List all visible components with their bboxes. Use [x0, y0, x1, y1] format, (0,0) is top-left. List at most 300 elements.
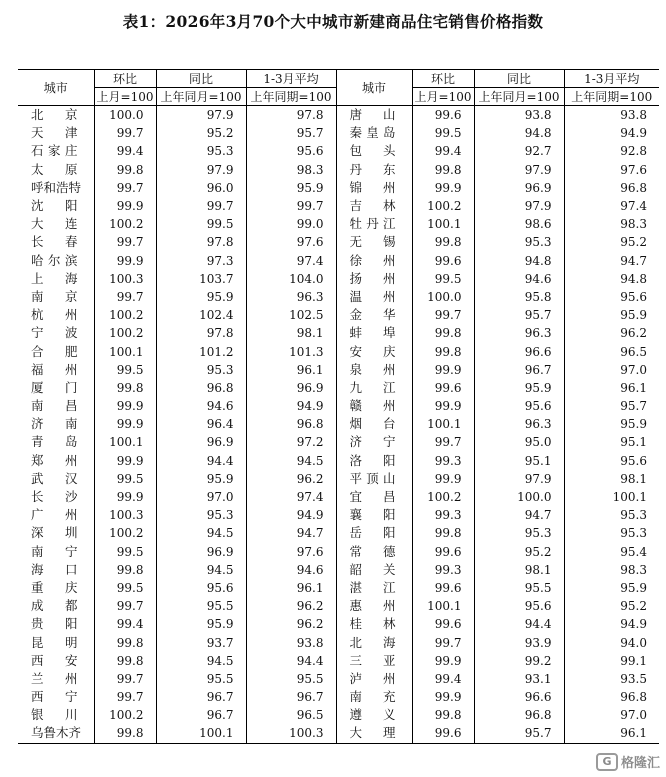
right-yoy-value: 95.5 [474, 579, 564, 597]
table-row [18, 397, 659, 415]
right-city-name: 宜昌 [336, 488, 412, 506]
right-avg-value: 97.0 [564, 706, 659, 724]
left-yoy-value: 93.7 [156, 633, 246, 651]
left-avg-value: 95.7 [246, 124, 336, 142]
right-city-name: 蚌埠 [336, 324, 412, 342]
right-mom-value: 99.7 [412, 633, 474, 651]
table-title: 表1：2026年3月70个大中城市新建商品住宅销售价格指数 [122, 12, 544, 31]
right-mom-value: 99.6 [412, 106, 474, 125]
table-row [18, 670, 659, 688]
left-city-name: 西安 [31, 652, 78, 668]
right-yoy-value: 93.9 [474, 633, 564, 651]
left-city-name: 长沙 [31, 489, 78, 505]
left-avg-value: 104.0 [246, 270, 336, 288]
right-avg-value: 97.6 [564, 161, 659, 179]
table-row [18, 252, 659, 270]
mom-base-right: 上月=100 [412, 88, 474, 106]
right-city-name: 常德 [336, 543, 412, 561]
right-city-name: 北海 [336, 633, 412, 651]
city-header-right: 城市 [336, 70, 412, 106]
table-row [18, 543, 659, 561]
left-avg-value: 94.9 [246, 397, 336, 415]
right-mom-value: 99.8 [412, 342, 474, 360]
right-yoy-value: 98.6 [474, 215, 564, 233]
left-mom-value: 99.8 [94, 652, 156, 670]
right-yoy-value: 96.9 [474, 179, 564, 197]
left-yoy-value: 97.9 [156, 161, 246, 179]
right-city-name: 徐州 [336, 252, 412, 270]
right-city-name: 湛江 [336, 579, 412, 597]
right-yoy-value: 95.7 [474, 306, 564, 324]
right-yoy-value: 95.9 [474, 379, 564, 397]
right-mom-value: 100.0 [412, 288, 474, 306]
left-yoy-value: 100.1 [156, 724, 246, 743]
left-city-name: 武汉 [31, 470, 78, 486]
left-city-name: 沈阳 [31, 198, 78, 214]
left-yoy-value: 103.7 [156, 270, 246, 288]
table-row [18, 124, 659, 142]
table-row [18, 215, 659, 233]
right-mom-value: 99.4 [412, 670, 474, 688]
right-avg-value: 94.0 [564, 633, 659, 651]
table-row [18, 106, 659, 125]
table-body [18, 106, 659, 744]
right-yoy-value: 96.3 [474, 324, 564, 342]
yoy-header-left: 同比 [156, 70, 246, 88]
mom-header-right: 环比 [412, 70, 474, 88]
right-mom-value: 99.8 [412, 706, 474, 724]
right-mom-value: 99.7 [412, 433, 474, 451]
right-mom-value: 99.4 [412, 142, 474, 160]
right-yoy-value: 95.8 [474, 288, 564, 306]
left-avg-value: 102.5 [246, 306, 336, 324]
left-city-name: 南宁 [31, 543, 78, 559]
left-yoy-value: 96.0 [156, 179, 246, 197]
left-yoy-value: 95.3 [156, 506, 246, 524]
right-city-name: 牡丹江 [336, 215, 412, 233]
right-mom-value: 99.9 [412, 179, 474, 197]
right-yoy-value: 99.2 [474, 652, 564, 670]
yoy-header-right: 同比 [474, 70, 564, 88]
left-yoy-value: 95.6 [156, 579, 246, 597]
right-city-name: 南充 [336, 688, 412, 706]
right-city-name: 温州 [336, 288, 412, 306]
left-avg-value: 97.6 [246, 233, 336, 251]
left-yoy-value: 97.9 [156, 106, 246, 125]
left-avg-value: 96.1 [246, 579, 336, 597]
left-mom-value: 100.1 [94, 342, 156, 360]
left-avg-value: 94.6 [246, 561, 336, 579]
left-city-name: 大连 [31, 216, 78, 232]
left-yoy-value: 96.7 [156, 706, 246, 724]
left-mom-value: 99.9 [94, 452, 156, 470]
avg-base-right: 上年同期=100 [564, 88, 659, 106]
left-mom-value: 100.2 [94, 706, 156, 724]
left-mom-value: 99.9 [94, 415, 156, 433]
right-avg-value: 95.9 [564, 579, 659, 597]
left-mom-value: 100.0 [94, 106, 156, 125]
right-city-name: 泉州 [336, 361, 412, 379]
left-yoy-value: 99.5 [156, 215, 246, 233]
right-avg-value: 95.9 [564, 306, 659, 324]
left-city-name: 长春 [31, 234, 78, 250]
left-city-name: 杭州 [31, 307, 78, 323]
right-mom-value: 99.6 [412, 579, 474, 597]
table-row [18, 361, 659, 379]
table-row [18, 197, 659, 215]
left-yoy-value: 96.4 [156, 415, 246, 433]
left-yoy-value: 95.3 [156, 142, 246, 160]
table-row [18, 633, 659, 651]
right-avg-value: 98.3 [564, 215, 659, 233]
right-avg-value: 95.7 [564, 397, 659, 415]
left-yoy-value: 96.7 [156, 688, 246, 706]
left-avg-value: 97.2 [246, 433, 336, 451]
left-mom-value: 99.8 [94, 161, 156, 179]
left-mom-value: 99.7 [94, 688, 156, 706]
right-yoy-value: 94.6 [474, 270, 564, 288]
left-city-name: 昆明 [31, 634, 78, 650]
right-city-name: 秦皇岛 [336, 124, 412, 142]
left-mom-value: 99.5 [94, 361, 156, 379]
left-avg-value: 93.8 [246, 633, 336, 651]
left-yoy-value: 95.5 [156, 670, 246, 688]
left-yoy-value: 94.5 [156, 524, 246, 542]
left-avg-value: 95.5 [246, 670, 336, 688]
right-yoy-value: 94.8 [474, 252, 564, 270]
left-yoy-value: 95.5 [156, 597, 246, 615]
right-mom-value: 99.3 [412, 506, 474, 524]
left-mom-value: 100.1 [94, 433, 156, 451]
right-yoy-value: 97.9 [474, 470, 564, 488]
left-avg-value: 94.9 [246, 506, 336, 524]
table-row [18, 652, 659, 670]
left-avg-value: 96.2 [246, 597, 336, 615]
right-city-name: 安庆 [336, 342, 412, 360]
left-mom-value: 99.7 [94, 670, 156, 688]
left-mom-value: 100.2 [94, 324, 156, 342]
right-mom-value: 99.9 [412, 397, 474, 415]
right-mom-value: 99.6 [412, 252, 474, 270]
right-mom-value: 100.2 [412, 488, 474, 506]
table-row [18, 524, 659, 542]
left-city-name: 成都 [31, 598, 78, 614]
right-yoy-value: 97.9 [474, 197, 564, 215]
right-city-name: 丹东 [336, 161, 412, 179]
right-avg-value: 100.1 [564, 488, 659, 506]
left-avg-value: 96.2 [246, 470, 336, 488]
right-yoy-value: 95.3 [474, 233, 564, 251]
left-avg-value: 96.8 [246, 415, 336, 433]
left-yoy-value: 95.3 [156, 361, 246, 379]
left-city-name: 宁波 [31, 325, 78, 341]
left-city-name: 呼和浩特 [31, 179, 82, 195]
right-yoy-value: 95.3 [474, 524, 564, 542]
left-avg-value: 95.6 [246, 142, 336, 160]
left-mom-value: 99.9 [94, 252, 156, 270]
left-city-name: 海口 [31, 561, 78, 577]
table-row [18, 724, 659, 743]
right-mom-value: 99.8 [412, 524, 474, 542]
right-city-name: 泸州 [336, 670, 412, 688]
left-mom-value: 99.7 [94, 124, 156, 142]
right-avg-value: 97.4 [564, 197, 659, 215]
left-mom-value: 99.5 [94, 543, 156, 561]
avg-header-right: 1-3月平均 [564, 70, 659, 88]
left-mom-value: 99.8 [94, 724, 156, 743]
left-avg-value: 97.6 [246, 543, 336, 561]
left-avg-value: 95.9 [246, 179, 336, 197]
left-yoy-value: 95.9 [156, 470, 246, 488]
right-mom-value: 99.8 [412, 161, 474, 179]
left-avg-value: 96.2 [246, 615, 336, 633]
right-yoy-value: 95.7 [474, 724, 564, 743]
right-yoy-value: 96.3 [474, 415, 564, 433]
right-yoy-value: 96.7 [474, 361, 564, 379]
right-city-name: 扬州 [336, 270, 412, 288]
left-city-name: 福州 [31, 361, 78, 377]
left-city-name: 天津 [31, 125, 78, 141]
left-yoy-value: 101.2 [156, 342, 246, 360]
right-city-name: 三亚 [336, 652, 412, 670]
table-row [18, 470, 659, 488]
right-avg-value: 95.1 [564, 433, 659, 451]
right-yoy-value: 94.7 [474, 506, 564, 524]
left-mom-value: 99.5 [94, 579, 156, 597]
city-header-left: 城市 [18, 70, 94, 106]
right-yoy-value: 97.9 [474, 161, 564, 179]
right-yoy-value: 95.2 [474, 543, 564, 561]
right-avg-value: 95.2 [564, 597, 659, 615]
right-city-name: 岳阳 [336, 524, 412, 542]
right-city-name: 洛阳 [336, 452, 412, 470]
left-avg-value: 97.8 [246, 106, 336, 125]
table-row [18, 306, 659, 324]
right-yoy-value: 96.6 [474, 342, 564, 360]
left-yoy-value: 96.9 [156, 433, 246, 451]
right-yoy-value: 100.0 [474, 488, 564, 506]
right-avg-value: 94.8 [564, 270, 659, 288]
left-mom-value: 99.7 [94, 288, 156, 306]
right-mom-value: 99.3 [412, 561, 474, 579]
table-row [18, 379, 659, 397]
right-avg-value: 95.6 [564, 452, 659, 470]
left-city-name: 上海 [31, 270, 78, 286]
right-avg-value: 94.9 [564, 615, 659, 633]
right-avg-value: 95.4 [564, 543, 659, 561]
right-mom-value: 99.8 [412, 324, 474, 342]
right-city-name: 惠州 [336, 597, 412, 615]
left-yoy-value: 97.3 [156, 252, 246, 270]
right-mom-value: 99.9 [412, 652, 474, 670]
left-avg-value: 97.4 [246, 252, 336, 270]
left-yoy-value: 97.8 [156, 324, 246, 342]
left-city-name: 贵阳 [31, 616, 78, 632]
mom-base-left: 上月=100 [94, 88, 156, 106]
left-mom-value: 99.7 [94, 233, 156, 251]
right-mom-value: 99.5 [412, 270, 474, 288]
left-mom-value: 100.2 [94, 524, 156, 542]
right-yoy-value: 92.7 [474, 142, 564, 160]
right-yoy-value: 95.6 [474, 597, 564, 615]
table-row [18, 597, 659, 615]
yoy-base-right: 上年同月=100 [474, 88, 564, 106]
right-mom-value: 99.6 [412, 615, 474, 633]
left-yoy-value: 97.8 [156, 233, 246, 251]
left-yoy-value: 95.2 [156, 124, 246, 142]
left-city-name: 青岛 [31, 434, 78, 450]
right-mom-value: 99.9 [412, 470, 474, 488]
left-city-name: 重庆 [31, 579, 78, 595]
table-row [18, 688, 659, 706]
right-avg-value: 95.3 [564, 524, 659, 542]
left-avg-value: 99.0 [246, 215, 336, 233]
right-yoy-value: 93.8 [474, 106, 564, 125]
mom-header-left: 环比 [94, 70, 156, 88]
right-avg-value: 97.0 [564, 361, 659, 379]
left-yoy-value: 96.9 [156, 543, 246, 561]
table-row [18, 342, 659, 360]
right-avg-value: 98.1 [564, 470, 659, 488]
right-avg-value: 96.5 [564, 342, 659, 360]
table-row [18, 161, 659, 179]
right-yoy-value: 96.6 [474, 688, 564, 706]
left-mom-value: 99.9 [94, 488, 156, 506]
right-avg-value: 96.1 [564, 724, 659, 743]
left-city-name: 太原 [31, 161, 78, 177]
left-avg-value: 101.3 [246, 342, 336, 360]
right-city-name: 包头 [336, 142, 412, 160]
right-mom-value: 99.6 [412, 724, 474, 743]
right-avg-value: 96.8 [564, 179, 659, 197]
right-mom-value: 99.6 [412, 379, 474, 397]
avg-header-left: 1-3月平均 [246, 70, 336, 88]
left-yoy-value: 94.5 [156, 561, 246, 579]
table-row [18, 288, 659, 306]
right-yoy-value: 94.8 [474, 124, 564, 142]
table-row [18, 506, 659, 524]
left-avg-value: 96.3 [246, 288, 336, 306]
right-mom-value: 99.6 [412, 543, 474, 561]
left-mom-value: 99.4 [94, 615, 156, 633]
left-city-name: 南京 [31, 288, 78, 304]
right-mom-value: 99.9 [412, 688, 474, 706]
left-avg-value: 99.7 [246, 197, 336, 215]
left-yoy-value: 99.7 [156, 197, 246, 215]
left-yoy-value: 97.0 [156, 488, 246, 506]
right-avg-value: 98.3 [564, 561, 659, 579]
right-avg-value: 99.1 [564, 652, 659, 670]
right-avg-value: 96.8 [564, 688, 659, 706]
left-yoy-value: 94.6 [156, 397, 246, 415]
right-yoy-value: 93.1 [474, 670, 564, 688]
right-avg-value: 94.9 [564, 124, 659, 142]
left-yoy-value: 95.9 [156, 615, 246, 633]
left-mom-value: 99.7 [94, 179, 156, 197]
left-mom-value: 99.4 [94, 142, 156, 160]
right-mom-value: 99.8 [412, 233, 474, 251]
left-avg-value: 98.3 [246, 161, 336, 179]
left-yoy-value: 94.5 [156, 652, 246, 670]
right-city-name: 锦州 [336, 179, 412, 197]
table-row [18, 142, 659, 160]
right-city-name: 九江 [336, 379, 412, 397]
left-city-name: 郑州 [31, 452, 78, 468]
left-mom-value: 100.2 [94, 306, 156, 324]
table-row [18, 179, 659, 197]
right-yoy-value: 95.6 [474, 397, 564, 415]
right-city-name: 大理 [336, 724, 412, 743]
right-city-name: 襄阳 [336, 506, 412, 524]
left-yoy-value: 102.4 [156, 306, 246, 324]
left-city-name: 银川 [31, 707, 78, 723]
left-yoy-value: 96.8 [156, 379, 246, 397]
left-mom-value: 99.9 [94, 197, 156, 215]
right-city-name: 遵义 [336, 706, 412, 724]
right-mom-value: 100.1 [412, 215, 474, 233]
right-avg-value: 94.7 [564, 252, 659, 270]
right-mom-value: 99.5 [412, 124, 474, 142]
left-city-name: 广州 [31, 507, 78, 523]
right-avg-value: 93.5 [564, 670, 659, 688]
left-mom-value: 99.7 [94, 597, 156, 615]
table-row [18, 579, 659, 597]
left-city-name: 西宁 [31, 689, 78, 705]
left-avg-value: 94.4 [246, 652, 336, 670]
left-yoy-value: 94.4 [156, 452, 246, 470]
table-row [18, 561, 659, 579]
right-city-name: 桂林 [336, 615, 412, 633]
left-city-name: 兰州 [31, 670, 78, 686]
left-city-name: 石家庄 [31, 143, 78, 159]
right-yoy-value: 94.4 [474, 615, 564, 633]
left-avg-value: 94.7 [246, 524, 336, 542]
right-city-name: 烟台 [336, 415, 412, 433]
table-row [18, 615, 659, 633]
yoy-base-left: 上年同月=100 [156, 88, 246, 106]
left-mom-value: 100.2 [94, 215, 156, 233]
left-avg-value: 96.9 [246, 379, 336, 397]
left-yoy-value: 95.9 [156, 288, 246, 306]
left-city-name: 厦门 [31, 379, 78, 395]
table-row [18, 233, 659, 251]
right-yoy-value: 96.8 [474, 706, 564, 724]
table-row [18, 433, 659, 451]
right-avg-value: 95.6 [564, 288, 659, 306]
right-city-name: 无锡 [336, 233, 412, 251]
left-city-name: 哈尔滨 [31, 252, 78, 268]
right-city-name: 平顶山 [336, 470, 412, 488]
right-mom-value: 100.1 [412, 597, 474, 615]
gelonghui-logo-icon: G [596, 753, 618, 771]
watermark-text: 格隆汇 [620, 756, 660, 771]
left-mom-value: 99.8 [94, 633, 156, 651]
table-row [18, 270, 659, 288]
left-avg-value: 96.5 [246, 706, 336, 724]
right-avg-value: 96.1 [564, 379, 659, 397]
right-avg-value: 95.9 [564, 415, 659, 433]
left-avg-value: 94.5 [246, 452, 336, 470]
left-city-name: 南昌 [31, 398, 78, 414]
right-avg-value: 95.3 [564, 506, 659, 524]
right-city-name: 金华 [336, 306, 412, 324]
right-mom-value: 99.9 [412, 361, 474, 379]
right-mom-value: 99.7 [412, 306, 474, 324]
table-row [18, 415, 659, 433]
left-mom-value: 99.8 [94, 379, 156, 397]
right-city-name: 济宁 [336, 433, 412, 451]
left-city-name: 合肥 [31, 343, 78, 359]
